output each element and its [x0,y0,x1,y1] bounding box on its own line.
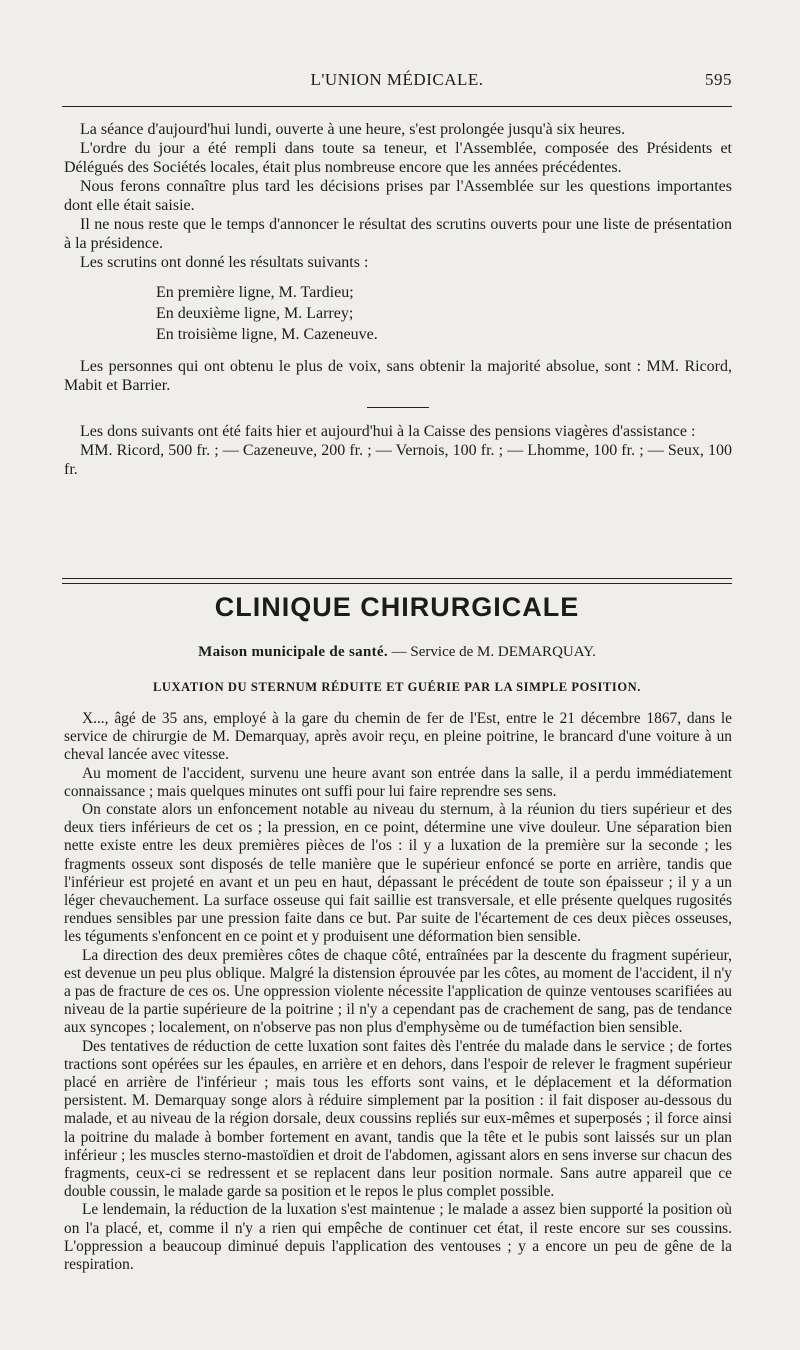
paragraph: La direction des deux premières côtes de chaque côté, entraînées par la descente du fragment supérieur, est devenue un peu plus oblique. Malgré la distension éprouvée par les côtes, au moment de l'accident, il n'y a pas de fracture de ces os. Une oppression violente nécessite l'application de quinze ventouses scarifiées au niveau de la partie supérieure de la poitrine ; il n'y a cependant pas de crachement de sang, pas de tendance aux syncopes ; localement, on n'observe pas non plus d'emphysème ou de tuméfaction bien sensible. [64,946,732,1037]
donations-list: MM. Ricord, 500 fr. ; — Cazeneuve, 200 fr. ; — Vernois, 100 fr. ; — Lhomme, 100 fr. ; — Seux, 100 fr. [64,442,732,478]
paragraph: Il ne nous reste que le temps d'annoncer le résultat des scrutins ouverts pour une liste de présentation à la présidence. [64,216,732,252]
journal-title: L'UNION MÉDICALE. [310,70,484,89]
paragraph: Des tentatives de réduction de cette luxation sont faites dès l'entrée du malade dans le service ; de fortes tractions sont opérées sur les épaules, en arrière et en dehors, dans l'espoir de relever le fragment supérieur placé en arrière de l'inférieur ; mais tous les efforts sont vains, et le déplacement et la déformation persistent. M. Demarquay songe alors à réduire simplement par la position : il fait disposer au-dessous du malade, et au niveau de la région dorsale, deux coussins repliés sur eux-mêmes et superposés ; il force ainsi la poitrine du malade à bomber fortement en avant, tandis que la tête et le pubis sont laissés sur un plan inférieur ; les muscles sterno-mastoïdien et droit de l'abdomen, agissant alors en sens inverse sur chacun des fragments, ceux-ci se redressent et se replacent dans leur position normale. Sans autre appareil que ce double coussin, le malade garde sa position et le repos le plus complet possible. [64,1037,732,1201]
running-header [62,70,732,100]
header-rule [62,106,732,107]
section-heading: CLINIQUE CHIRURGICALE [214,592,580,622]
service-line [62,644,732,661]
paragraph: Au moment de l'accident, survenu une heure avant son entrée dans la salle, il a perdu immédiatement connaissance ; mais quelques minutes ont suffi pour lui faire reprendre ses sens. [64,764,732,800]
service-institution: Maison municipale de santé. [198,644,388,660]
paragraph: Le lendemain, la réduction de la luxation s'est maintenue ; le malade a assez bien supporté la position où on l'a placé, et, comme il n'y a rien qui empêche de continuer cet état, il reste encore sur ses coussins. L'oppression a beaucoup diminué depuis l'application des ventouses ; y a encore un peu de gêne de la respiration. [64,1201,732,1274]
paragraph: On constate alors un enfoncement notable au niveau du sternum, à la réunion du tiers supérieur et des deux tiers inférieurs de cet os ; la pression, en ce point, détermine une vive douleur. Une séparation bien nette existe entre les deux premières pièces de l'os : il y a luxation de la première sur la seconde ; les fragments osseux sont disposés de telle manière que le supérieur enfoncé se porte en arrière, tandis que l'inférieur est projeté en avant et un peu en haut, dépassant le précédent de toute son épaisseur ; il y a un léger chevauchement. La surface osseuse qui fait saillie est transversale, et elle présente quelques rugosités rendues sensibles par une pression faite dans ce but. Par suite de l'écartement de ces deux pièces osseuses, les téguments s'enfoncent en ce point et y produisent une déformation bien sensible. [64,801,732,946]
section-divider [62,578,732,584]
page-number: 595 [705,70,732,89]
donations-intro: Les dons suivants ont été faits hier et aujourd'hui à la Caisse des pensions viagères d'assistance : [80,423,696,440]
case-report [64,710,732,1274]
result-line: En deuxième ligne, M. Larrey; [156,305,354,322]
paragraph: La séance d'aujourd'hui lundi, ouverte à une heure, s'est prolongée jusqu'à six heures. [80,121,626,138]
paragraph: Les scrutins ont donné les résultats suivants : [80,254,369,271]
paragraph: X..., âgé de 35 ans, employé à la gare du chemin de fer de l'Est, entre le 21 décembre 1867, dans le service de chirurgie de M. Demarquay, après avoir reçu, en pleine poitrine, le brancard d'une voiture à un cheval lancée avec vitesse. [64,710,732,764]
paragraph: Nous ferons connaître plus tard les décisions prises par l'Assemblée sur les questions importantes dont elle était saisie. [64,178,732,214]
paragraph: Les personnes qui ont obtenu le plus de voix, sans obtenir la majorité absolue, sont : MM. Ricord, Mabit et Barrier. [64,358,732,394]
result-line: En troisième ligne, M. Cazeneuve. [156,326,378,343]
case-title: LUXATION DU STERNUM RÉDUITE ET GUÉRIE PAR LA SIMPLE POSITION. [152,680,642,694]
service-head: — Service de M. DEMARQUAY. [387,644,596,660]
paragraph: L'ordre du jour a été rempli dans toute sa teneur, et l'Assemblée, composée des Présidents et Délégués des Sociétés locales, était plus nombreuse encore que les années précédentes. [64,140,732,176]
assembly-report [64,120,732,479]
election-results [156,282,732,345]
separator-rule [367,407,429,408]
result-line: En première ligne, M. Tardieu; [156,284,354,301]
